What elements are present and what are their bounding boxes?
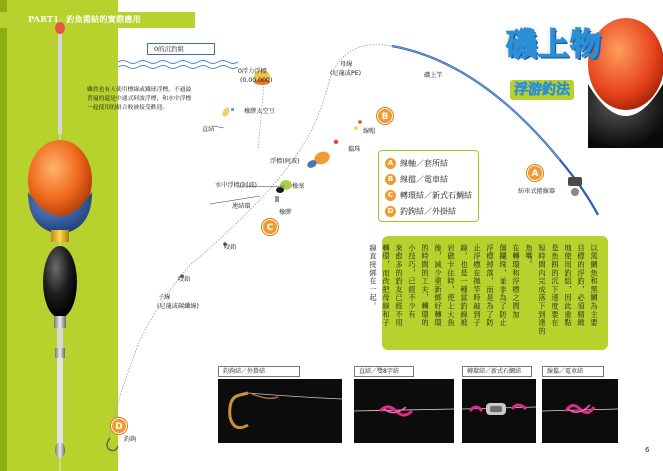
part-number: PART1 xyxy=(28,14,60,24)
main-title: 磯上物 xyxy=(506,27,602,63)
note-line: 在轉環和浮標之間加 xyxy=(512,244,521,319)
knot-legend xyxy=(378,150,479,222)
note-line: 短時間內完成落下到達的 xyxy=(538,244,547,336)
legend-item xyxy=(385,203,472,219)
label-rubber: 橡塞 xyxy=(292,183,305,190)
legend-marker: C xyxy=(385,190,396,201)
note-line: 個攔珠，並非為了防止 xyxy=(499,244,508,327)
label-sinker: 咬鉛 xyxy=(224,244,237,251)
label-mainline-spec: (尼龍或PE) xyxy=(330,70,362,77)
note-line: 後，減少重新綁好轉環 xyxy=(434,244,443,327)
sub-title: 浮游釣法 xyxy=(510,80,574,100)
photo-direct-knot xyxy=(354,379,454,443)
photo-label-swivel-knot: 轉環結／新式石鯛結 xyxy=(462,366,532,377)
photo-hook-knot xyxy=(218,379,342,443)
label-leader-spec: (尼龍或碳纖線) xyxy=(157,303,199,310)
legend-text: 釣鉤結／外掛結 xyxy=(400,206,456,216)
legend-text: 轉環結／新式石鯛結 xyxy=(400,190,472,200)
photo-label-direct-knot: 直結／雙8字結 xyxy=(354,366,414,377)
photo-label-hook-knot: 釣鉤結／外掛結 xyxy=(218,366,300,377)
note-line: 以黑鯛魚和黑鯛為主要 xyxy=(590,244,599,327)
page-number: 6 xyxy=(645,446,650,454)
note-line: 止浮標在拋竿時敲到子 xyxy=(473,244,482,327)
legend-item xyxy=(385,155,472,171)
label-swivel: 連結環 xyxy=(232,203,251,210)
label-reel: 紡車式捲線器 xyxy=(518,188,556,195)
legend-marker: D xyxy=(385,206,396,217)
label-leader: 子線 xyxy=(158,294,171,301)
intro-paragraph: 雖然也有人使用標線或鐵球浮標，不過最普遍的還是中通式阿波浮標，和水中浮標一起使用的組合較被接受歡迎。 xyxy=(87,87,192,111)
label-sub-float: 浮標(阿波) xyxy=(270,158,300,165)
section-title: 釣魚需結的實際應用 xyxy=(66,15,141,24)
note-line: 魚嘴。 xyxy=(525,244,534,269)
note-line: 岩礁卡住時，使上大魚 xyxy=(447,244,456,327)
legend-text: 線擋／電車結 xyxy=(400,174,448,184)
label-water-float: 水中浮標(阿波) xyxy=(215,182,257,189)
marker-c: C xyxy=(262,219,278,235)
legend-item xyxy=(385,171,472,187)
note-line: 地使用釣組，因此重點 xyxy=(564,244,573,327)
note-line: 來愈多的釣友已經不用 xyxy=(395,244,404,327)
diagram-title: 0的沉釣組 xyxy=(147,43,215,55)
label-float-zero: 0浮力浮標 xyxy=(238,68,267,75)
photo-label-stopper-knot: 線擋／電車結 xyxy=(542,366,604,377)
note-line: 小技巧，已經不少有 xyxy=(408,244,417,319)
legend-item xyxy=(385,187,472,203)
note-line: 是魚餌的沉下速度要在 xyxy=(551,244,560,327)
note-line: 線，也是一種當釣線被 xyxy=(460,244,469,327)
note-line: 轉環，而改把母線和子 xyxy=(382,244,391,327)
photo-stopper-knot xyxy=(542,379,618,443)
label-mainline-top: 母線 xyxy=(340,61,353,68)
label-line-mark: 線帽 xyxy=(363,128,376,135)
note-line: 線直接綁在一起。 xyxy=(369,244,378,311)
note-line: 浮標掉落，而是為了防 xyxy=(486,244,495,327)
label-rod: 磯上竿 xyxy=(424,72,443,79)
legend-marker: A xyxy=(385,158,396,169)
label-hook: 釣鉤 xyxy=(124,436,137,443)
marker-b: B xyxy=(377,108,393,124)
label-sinker-2: 咬鉛 xyxy=(178,276,191,283)
label-knot: 橡膠 xyxy=(279,209,292,216)
note-box xyxy=(369,236,608,350)
note-line: 的時間的工夫，轉環的 xyxy=(421,244,430,327)
note-line: 目標的浮釣，必須精緻 xyxy=(577,244,586,327)
label-float-zero-spec: (0.00.000) xyxy=(240,77,273,84)
label-stopper: 擋珠 xyxy=(348,146,361,153)
label-main-line: 直結 xyxy=(202,126,215,133)
marker-d: D xyxy=(111,418,127,434)
legend-marker: B xyxy=(385,174,396,185)
marker-a: A xyxy=(527,165,543,181)
legend-text: 線軸／套所結 xyxy=(400,158,448,168)
photo-swivel-knot xyxy=(462,379,536,443)
label-rubber-bead: 橡膠太空豆 xyxy=(244,108,275,115)
